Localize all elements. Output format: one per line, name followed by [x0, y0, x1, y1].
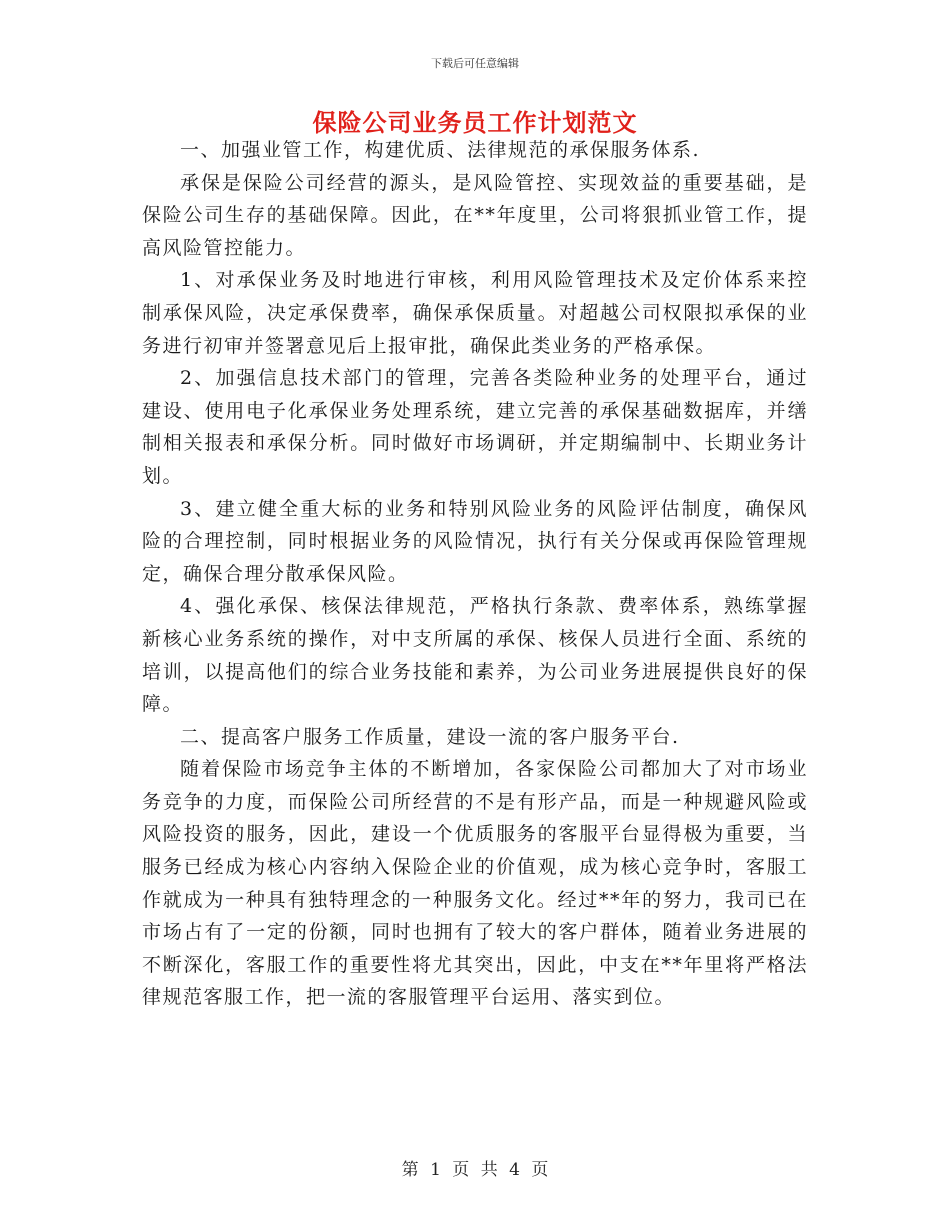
section-heading-1: 一、加强业管工作，构建优质、法律规范的承保服务体系.	[180, 139, 701, 161]
document-title: 保险公司业务员工作计划范文	[312, 108, 638, 137]
body-paragraph: 随着保险市场竞争主体的不断增加，各家保险公司都加大了对市场业务竞争的力度，而保险公司所经营的不是有形产品，而是一种规避风险或风险投资的服务，因此，建设一个优质服务的客服平台显得极为重要，当服务已经成为核心内容纳入保险企业的价值观，成为核心竞争时，客服工作就成为一种具有独特理念的一种服务文化。经过**年的努力，我司已在市场占有了一定的份额，同时也拥有了较大的客户群体，随着业务进展的不断深化，客服工作的重要性将尤其突出，因此，中支在**年里将严格法律规范客服工作，把一流的客服管理平台运用、落实到位。	[142, 758, 808, 1009]
list-item-2: 2、加强信息技术部门的管理，完善各类险种业务的处理平台，通过建设、使用电子化承保业务处理系统，建立完善的承保基础数据库，并缮制相关报表和承保分析。同时做好市场调研，并定期编制中、长期业务计划。	[142, 367, 808, 487]
page-number-footer: 第 1 页 共 4 页	[401, 1160, 549, 1180]
list-item-1: 1、对承保业务及时地进行审核，利用风险管理技术及定价体系来控制承保风险，决定承保费率，确保承保质量。对超越公司权限拟承保的业务进行初审并签署意见后上报审批，确保此类业务的严格承保。	[142, 269, 808, 357]
section-heading-2: 二、提高客户服务工作质量，建设一流的客户服务平台.	[180, 725, 680, 748]
body-paragraph: 承保是保险公司经营的源头，是风险管控、实现效益的重要基础，是保险公司生存的基础保障。因此，在**年度里，公司将狠抓业管工作，提高风险管控能力。	[142, 171, 808, 259]
list-item-3: 3、建立健全重大标的业务和特别风险业务的风险评估制度，确保风险的合理控制，同时根据业务的风险情况，执行有关分保或再保险管理规定，确保合理分散承保风险。	[142, 497, 808, 585]
list-item-4: 4、强化承保、核保法律规范，严格执行条款、费率体系，熟练掌握新核心业务系统的操作，对中支所属的承保、核保人员进行全面、系统的培训，以提高他们的综合业务技能和素养，为公司业务进展提供良好的保障。	[142, 595, 808, 716]
document-body	[142, 134, 808, 1014]
page-header-note: 下载后可任意编辑	[431, 57, 519, 70]
